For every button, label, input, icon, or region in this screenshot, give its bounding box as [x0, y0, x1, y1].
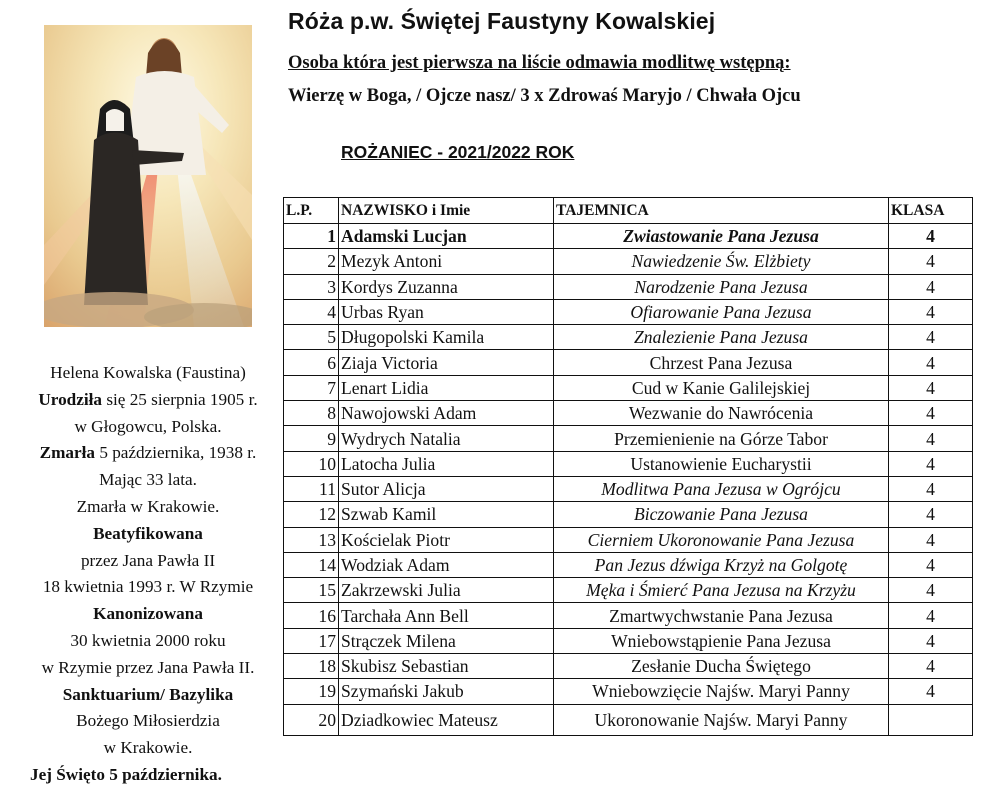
cell-mystery: Biczowanie Pana Jezusa: [554, 502, 889, 527]
table-row: [284, 249, 973, 274]
cell-klasa: 4: [889, 603, 973, 628]
cell-klasa: 4: [889, 552, 973, 577]
cell-lp: 13: [284, 527, 339, 552]
cell-name: Dziadkowiec Mateusz: [339, 704, 554, 735]
cell-lp: 10: [284, 451, 339, 476]
cell-klasa: 4: [889, 375, 973, 400]
intro-instruction: Osoba która jest pierwsza na liście odmawia modlitwę wstępną:: [288, 53, 791, 73]
cell-mystery: Męka i Śmierć Pana Jezusa na Krzyżu: [554, 578, 889, 603]
cell-lp: 19: [284, 679, 339, 704]
cell-name: Zakrzewski Julia: [339, 578, 554, 603]
table-row: [284, 654, 973, 679]
table-row: [284, 578, 973, 603]
cell-name: Wydrych Natalia: [339, 426, 554, 451]
cell-lp: 4: [284, 299, 339, 324]
cell-name: Kościelak Piotr: [339, 527, 554, 552]
cell-name: Adamski Lucjan: [339, 224, 554, 249]
cell-lp: 14: [284, 552, 339, 577]
page-title: Róża p.w. Świętej Faustyny Kowalskiej: [288, 8, 716, 34]
cell-mystery: Modlitwa Pana Jezusa w Ogrójcu: [554, 476, 889, 501]
cell-klasa: 4: [889, 325, 973, 350]
table-row: [284, 426, 973, 451]
table-row: [284, 451, 973, 476]
bio-line: w Głogowcu, Polska.: [74, 416, 222, 436]
cell-mystery: Zmartwychwstanie Pana Jezusa: [554, 603, 889, 628]
table-row: [284, 527, 973, 552]
cell-mystery: Pan Jezus dźwiga Krzyż na Golgotę: [554, 552, 889, 577]
biography: [0, 360, 296, 789]
table-row: [284, 375, 973, 400]
cell-mystery: Wniebowstąpienie Pana Jezusa: [554, 628, 889, 653]
table-row: [284, 274, 973, 299]
cell-klasa: 4: [889, 249, 973, 274]
cell-klasa: 4: [889, 451, 973, 476]
bio-line: 30 kwietnia 2000 roku: [70, 630, 226, 650]
cell-klasa: 4: [889, 628, 973, 653]
cell-klasa: 4: [889, 679, 973, 704]
table-row: [284, 628, 973, 653]
cell-name: Lenart Lidia: [339, 375, 554, 400]
cell-name: Nawojowski Adam: [339, 401, 554, 426]
cell-name: Strączek Milena: [339, 628, 554, 653]
bio-line: Urodziła się 25 sierpnia 1905 r.: [38, 389, 258, 409]
cell-name: Skubisz Sebastian: [339, 654, 554, 679]
cell-klasa: 4: [889, 578, 973, 603]
bio-line: Zmarła w Krakowie.: [76, 496, 220, 516]
cell-klasa: 4: [889, 350, 973, 375]
bio-line: Bożego Miłosierdzia: [76, 711, 220, 731]
cell-lp: 11: [284, 476, 339, 501]
divine-mercy-image: [44, 25, 252, 327]
cell-lp: 5: [284, 325, 339, 350]
cell-klasa: 4: [889, 224, 973, 249]
table-row: [284, 603, 973, 628]
cell-mystery: Wniebowzięcie Najśw. Maryi Panny: [554, 679, 889, 704]
cell-lp: 9: [284, 426, 339, 451]
table-header-row: [284, 198, 973, 224]
table-row: [284, 476, 973, 501]
cell-klasa: 4: [889, 401, 973, 426]
table-row: [284, 325, 973, 350]
cell-mystery: Zesłanie Ducha Świętego: [554, 654, 889, 679]
cell-mystery: Cierniem Ukoronowanie Pana Jezusa: [554, 527, 889, 552]
bio-line: Mając 33 lata.: [99, 470, 197, 490]
cell-name: Szwab Kamil: [339, 502, 554, 527]
bio-line: Kanonizowana: [93, 604, 203, 624]
table-row: [284, 350, 973, 375]
cell-name: Mezyk Antoni: [339, 249, 554, 274]
cell-name: Wodziak Adam: [339, 552, 554, 577]
table-row: [284, 704, 973, 735]
bio-line: w Krakowie.: [103, 738, 193, 758]
bio-line: w Rzymie przez Jana Pawła II.: [41, 657, 255, 677]
cell-klasa: 4: [889, 476, 973, 501]
cell-lp: 3: [284, 274, 339, 299]
cell-name: Sutor Alicja: [339, 476, 554, 501]
cell-mystery: Nawiedzenie Św. Elżbiety: [554, 249, 889, 274]
cell-lp: 7: [284, 375, 339, 400]
header-name: NAZWISKO i Imie: [339, 198, 554, 224]
rosary-heading: ROŻANIEC - 2021/2022 ROK: [341, 142, 575, 162]
cell-name: Urbas Ryan: [339, 299, 554, 324]
cell-klasa: 4: [889, 502, 973, 527]
cell-lp: 18: [284, 654, 339, 679]
cell-name: Ziaja Victoria: [339, 350, 554, 375]
table-row: [284, 502, 973, 527]
rosary-roster-table: [283, 197, 973, 736]
cell-klasa: 4: [889, 426, 973, 451]
cell-klasa: [889, 704, 973, 735]
cell-klasa: 4: [889, 527, 973, 552]
cell-klasa: 4: [889, 654, 973, 679]
cell-name: Tarchała Ann Bell: [339, 603, 554, 628]
cell-mystery: Chrzest Pana Jezusa: [554, 350, 889, 375]
cell-name: Szymański Jakub: [339, 679, 554, 704]
bio-line: 18 kwietnia 1993 r. W Rzymie: [42, 577, 254, 597]
bio-line: Helena Kowalska (Faustina): [50, 363, 246, 382]
cell-lp: 1: [284, 224, 339, 249]
cell-name: Długopolski Kamila: [339, 325, 554, 350]
cell-mystery: Narodzenie Pana Jezusa: [554, 274, 889, 299]
cell-lp: 15: [284, 578, 339, 603]
header-mystery: TAJEMNICA: [554, 198, 889, 224]
cell-lp: 16: [284, 603, 339, 628]
saint-faustina-illustration: [44, 25, 252, 327]
cell-mystery: Wezwanie do Nawrócenia: [554, 401, 889, 426]
feast-day: Jej Święto 5 października.: [30, 764, 222, 784]
cell-mystery: Cud w Kanie Galilejskiej: [554, 375, 889, 400]
cell-mystery: Ustanowienie Eucharystii: [554, 451, 889, 476]
cell-lp: 6: [284, 350, 339, 375]
bio-line: Beatyfikowana: [93, 523, 203, 543]
table-row: [284, 224, 973, 249]
cell-klasa: 4: [889, 274, 973, 299]
table-row: [284, 401, 973, 426]
cell-mystery: Zwiastowanie Pana Jezusa: [554, 224, 889, 249]
cell-lp: 8: [284, 401, 339, 426]
opening-prayers: Wierzę w Boga, / Ojcze nasz/ 3 x Zdrowaś Maryjo / Chwała Ojcu: [288, 86, 801, 106]
cell-name: Kordys Zuzanna: [339, 274, 554, 299]
table-row: [284, 679, 973, 704]
cell-name: Latocha Julia: [339, 451, 554, 476]
cell-mystery: Przemienienie na Górze Tabor: [554, 426, 889, 451]
cell-mystery: Znalezienie Pana Jezusa: [554, 325, 889, 350]
cell-lp: 12: [284, 502, 339, 527]
cell-mystery: Ukoronowanie Najśw. Maryi Panny: [554, 704, 889, 735]
header-lp: L.P.: [284, 198, 339, 224]
bio-line: Zmarła 5 października, 1938 r.: [39, 443, 257, 463]
cell-klasa: 4: [889, 299, 973, 324]
bio-line: przez Jana Pawła II: [80, 550, 216, 570]
cell-lp: 2: [284, 249, 339, 274]
table-row: [284, 552, 973, 577]
bio-line: Sanktuarium/ Bazylika: [62, 684, 234, 704]
cell-mystery: Ofiarowanie Pana Jezusa: [554, 299, 889, 324]
header-klasa: KLASA: [889, 198, 973, 224]
table-row: [284, 299, 973, 324]
cell-lp: 17: [284, 628, 339, 653]
cell-lp: 20: [284, 704, 339, 735]
